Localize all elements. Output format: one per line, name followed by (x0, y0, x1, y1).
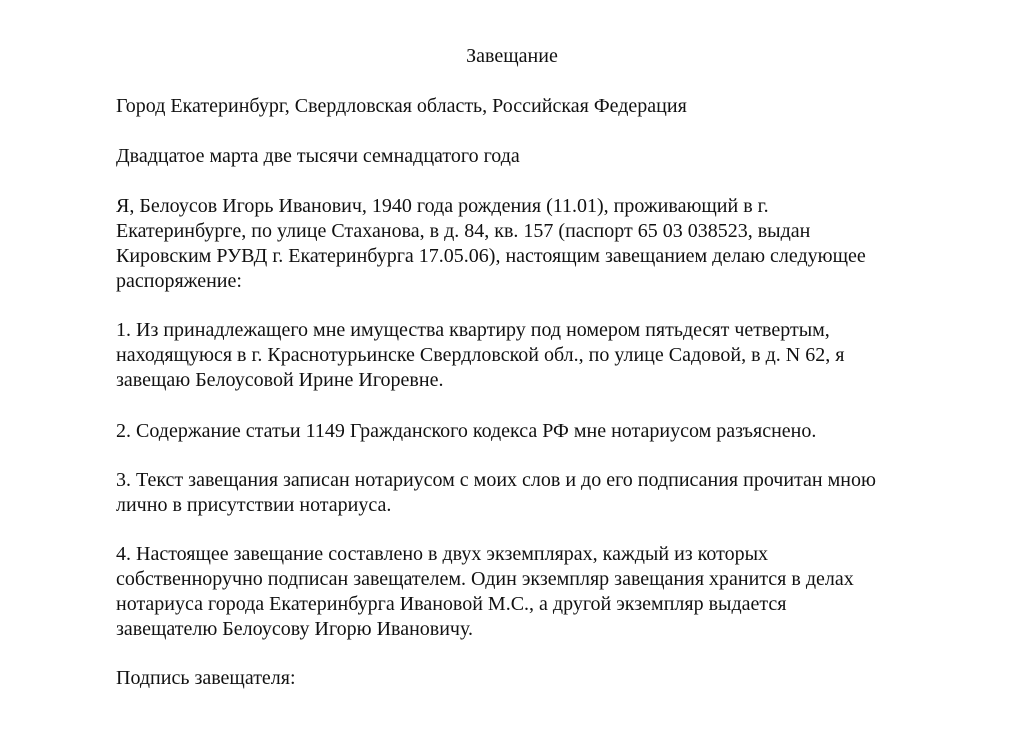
testator-intro-paragraph: Я, Белоусов Игорь Иванович, 1940 года рождения (11.01), проживающий в г. Екатеринбурге, по улице Стаханова, в д. 84, кв. 157 (паспорт 65 03 038523, выдан Кировским РУВД г. Екатеринбурга 17.05.06), настоящим завещанием делаю следующее распоряжение: (116, 195, 866, 292)
city-line: Город Екатеринбург, Свердловская область, Российская Федерация (116, 95, 687, 117)
date-line: Двадцатое марта две тысячи семнадцатого года (116, 145, 520, 167)
clause-2-paragraph: 2. Содержание статьи 1149 Гражданского кодекса РФ мне нотариусом разъяснено. (116, 420, 817, 442)
signature-label: Подпись завещателя: (116, 667, 296, 689)
clause-4-paragraph: 4. Настоящее завещание составлено в двух экземплярах, каждый из которых собственноручно подписан завещателем. Один экземпляр завещания хранится в делах нотариуса города Екатеринбурга Ивановой М.С., а другой экземпляр выдается завещателю Белоусову Игорю Ивановичу. (116, 543, 854, 640)
clause-1-paragraph: 1. Из принадлежащего мне имущества квартиру под номером пятьдесят четвертым, находящуюся в г. Краснотурьинске Свердловской обл., по улице Садовой, в д. N 62, я завещаю Белоусовой Ирине Игоревне. (116, 319, 845, 391)
document-title: Завещание (466, 45, 558, 67)
clause-3-paragraph: 3. Текст завещания записан нотариусом с моих слов и до его подписания прочитан мною лично в присутствии нотариуса. (116, 469, 876, 516)
